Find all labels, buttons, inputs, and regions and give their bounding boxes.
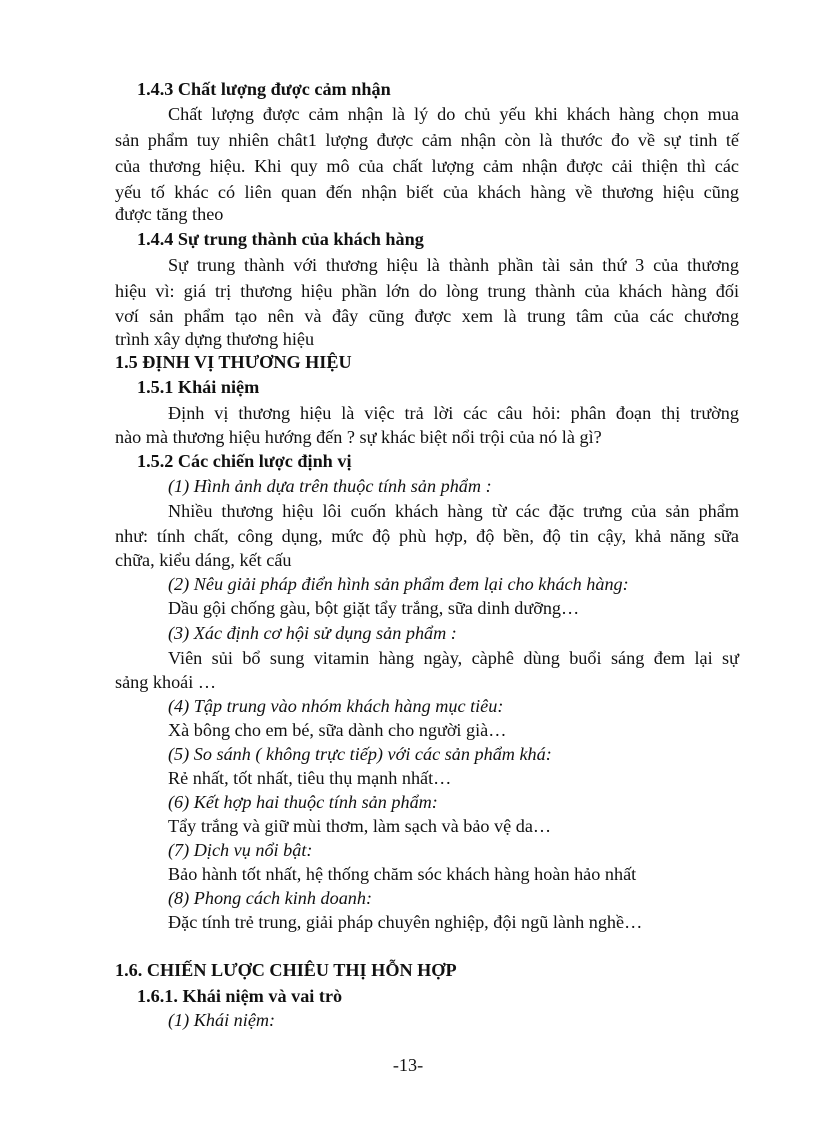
paragraph-line: sảng khoái … [115,672,217,692]
strategy-6-title: (6) Kết hợp hai thuộc tính sản phẩm: [168,792,438,812]
section-1-6-1-item-1: (1) Khái niệm: [168,1010,276,1030]
paragraph-line: nào mà thương hiệu hướng đến ? sự khác biệt nổi trội của nó là gì? [115,427,602,447]
strategy-6-body: Tẩy trắng và giữ mùi thơm, làm sạch và bảo vệ da… [168,816,552,836]
paragraph-line: yếu tố khác có liên quan đến nhận biết của khách hàng về thương hiệu cũng [115,182,739,202]
paragraph-line: Viên sủi bổ sung vitamin hàng ngày, càphê dùng buổi sáng đem lại sự [168,648,739,668]
strategy-3-title: (3) Xác định cơ hội sử dụng sản phẩm : [168,623,457,643]
paragraph-line: sản phẩm tuy nhiên chât1 lượng được cảm nhận còn là thước đo về sự tinh tế [115,130,739,150]
paragraph-line: hiệu vì: giá trị thương hiệu phần lớn do lòng trung thành của khách hàng đối [115,281,739,301]
paragraph-line: được tăng theo [115,204,224,224]
heading-1-4-3: 1.4.3 Chất lượng được cảm nhận [137,79,391,99]
strategy-8-title: (8) Phong cách kinh doanh: [168,888,373,908]
heading-1-4-4: 1.4.4 Sự trung thành của khách hàng [137,229,424,249]
heading-1-5-2: 1.5.2 Các chiến lược định vị [137,451,352,471]
paragraph-line: Chất lượng được cảm nhận là lý do chủ yếu khi khách hàng chọn mua [168,104,739,124]
paragraph-line: như: tính chất, công dụng, mức độ phù hợp, độ bền, độ tin cậy, khả năng sữa [115,526,739,546]
paragraph-line: chữa, kiểu dáng, kết cấu [115,550,292,570]
strategy-8-body: Đặc tính trẻ trung, giải pháp chuyên nghiệp, đội ngũ lành nghề… [168,912,643,932]
paragraph-line: của thương hiệu. Khi quy mô của chất lượng cảm nhận được cải thiện thì các [115,156,739,176]
strategy-4-body: Xà bông cho em bé, sữa dành cho người già… [168,720,507,740]
strategy-1-title: (1) Hình ảnh dựa trên thuộc tính sản phẩm : [168,476,492,496]
paragraph-line: Định vị thương hiệu là việc trả lời các câu hỏi: phân đoạn thị trường [168,403,739,423]
paragraph-line: Sự trung thành với thương hiệu là thành phần tài sản thứ 3 của thương [168,255,739,275]
heading-1-6-1: 1.6.1. Khái niệm và vai trò [137,986,343,1006]
strategy-4-title: (4) Tập trung vào nhóm khách hàng mục tiêu: [168,696,504,716]
strategy-2-body: Dầu gội chống gàu, bột giặt tẩy trắng, sữa dinh dưỡng… [168,598,580,618]
page-number: -13- [392,1055,424,1075]
strategy-7-title: (7) Dịch vụ nổi bật: [168,840,313,860]
heading-1-5-1: 1.5.1 Khái niệm [137,377,260,397]
strategy-5-body: Rẻ nhất, tốt nhất, tiêu thụ mạnh nhất… [168,768,452,788]
strategy-2-title: (2) Nêu giải pháp điển hình sản phẩm đem lại cho khách hàng: [168,574,629,594]
paragraph-line: Nhiều thương hiệu lôi cuốn khách hàng từ các đặc trưng của sản phẩm [168,501,739,521]
paragraph-line: vơí sản phẩm tạo nên và đây cũng được xem là trung tâm của các chương [115,306,739,326]
heading-1-6: 1.6. CHIẾN LƯỢC CHIÊU THỊ HỖN HỢP [115,960,457,980]
paragraph-line: trình xây dựng thương hiệu [115,329,315,349]
strategy-5-title: (5) So sánh ( không trực tiếp) với các sản phẩm khá: [168,744,552,764]
heading-1-5: 1.5 ĐỊNH VỊ THƯƠNG HIỆU [115,352,352,372]
strategy-7-body: Bảo hành tốt nhất, hệ thống chăm sóc khách hàng hoàn hảo nhất [168,864,637,884]
